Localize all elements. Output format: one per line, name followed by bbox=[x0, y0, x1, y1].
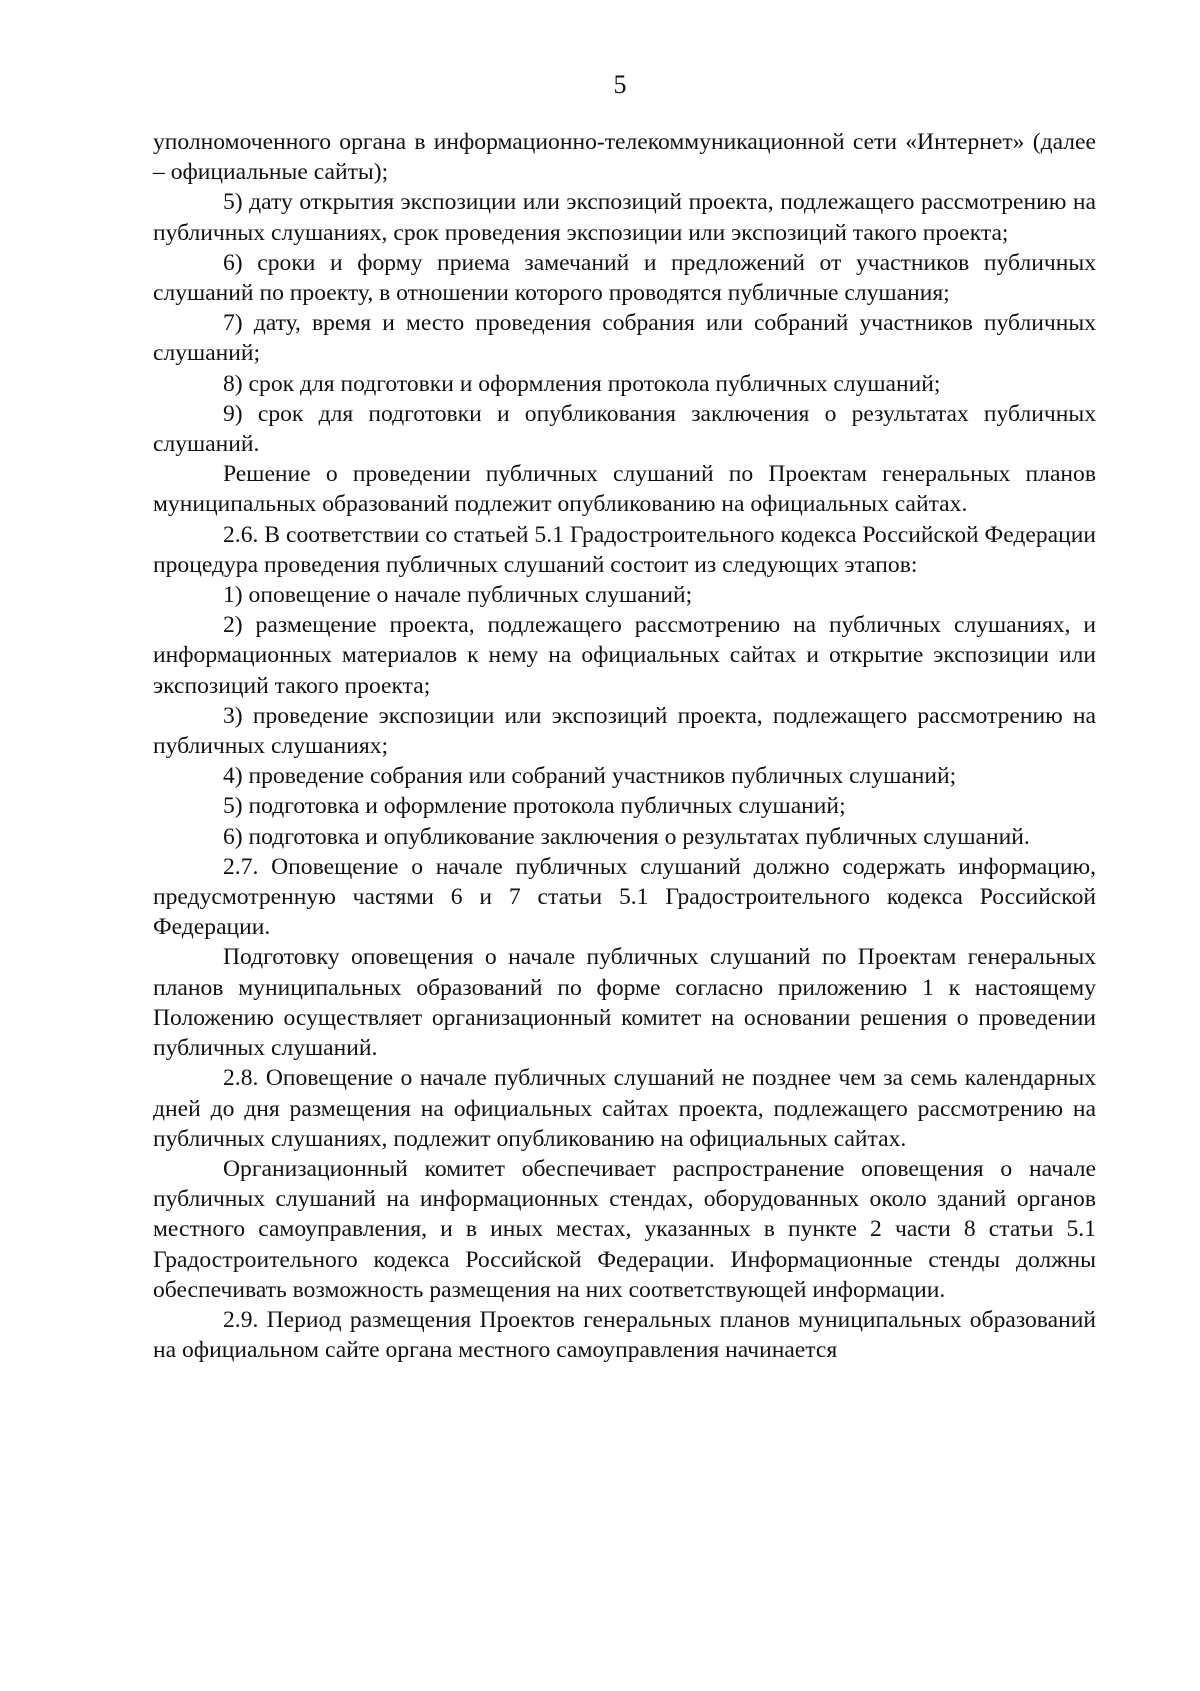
stage-item-2: 2) размещение проекта, подлежащего рассмотрению на публичных слушаниях, и информационных материалов к нему на официальных сайтах и открытие экспозиции или экспозиций такого проекта; bbox=[153, 612, 1096, 699]
list-item-6-comments-terms: 6) сроки и форму приема замечаний и предложений от участников публичных слушаний по проекту, в отношении которого проводятся публичные слушания; bbox=[153, 249, 1096, 307]
stage-item-3: 3) проведение экспозиции или экспозиций проекта, подлежащего рассмотрению на публичных слушаниях; bbox=[153, 702, 1096, 760]
clause-2-6: 2.6. В соответствии со статьей 5.1 Градостроительного кодекса Российской Федерации процедура проведения публичных слушаний состоит из следующих этапов: bbox=[153, 521, 1096, 578]
clause-2-8: 2.8. Оповещение о начале публичных слушаний не позднее чем за семь календарных дней до дня размещения на официальных сайтах проекта, подлежащего рассмотрению на публичных слушаниях, подлежит опубликованию на официальных сайтах. bbox=[153, 1065, 1096, 1152]
stage-item-1: 1) оповещение о начале публичных слушаний; bbox=[223, 582, 693, 609]
list-item-7-meeting-date: 7) дату, время и место проведения собрания или собраний участников публичных слушаний; bbox=[153, 310, 1096, 367]
document-body bbox=[153, 127, 1096, 1365]
stage-item-4: 4) проведение собрания или собраний участников публичных слушаний; bbox=[223, 763, 957, 790]
list-item-5-exposition-date: 5) дату открытия экспозиции или экспозиций проекта, подлежащего рассмотрению на публичных слушаниях, срок проведения экспозиции или экспозиций такого проекта; bbox=[153, 189, 1096, 246]
list-item-8-protocol-term: 8) срок для подготовки и оформления протокола публичных слушаний; bbox=[223, 370, 941, 397]
paragraph-continuation: уполномоченного органа в информационно-телекоммуникационной сети «Интернет» (далее – официальные сайты); bbox=[153, 129, 1096, 186]
paragraph-info-stands: Организационный комитет обеспечивает распространение оповещения о начале публичных слушаний на информационных стендах, оборудованных около зданий органов местного самоуправления, и в иных местах, указанных в пункте 2 части 8 статьи 5.1 Градостроительного кодекса Российской Федерации. Информационные стенды должны обеспечивать возможность размещения на них соответствующей информации. bbox=[153, 1155, 1096, 1303]
paragraph-decision-publication: Решение о проведении публичных слушаний по Проектам генеральных планов муниципальных образований подлежит опубликованию на официальных сайтах. bbox=[153, 461, 1096, 518]
stage-item-5: 5) подготовка и оформление протокола публичных слушаний; bbox=[223, 793, 846, 820]
stage-item-6: 6) подготовка и опубликование заключения о результатах публичных слушаний. bbox=[223, 823, 1030, 850]
list-item-9-conclusion-term: 9) срок для подготовки и опубликования заключения о результатах публичных слушаний. bbox=[153, 400, 1096, 458]
paragraph-notice-preparation: Подготовку оповещения о начале публичных слушаний по Проектам генеральных планов муниципальных образований по форме согласно приложению 1 к настоящему Положению осуществляет организационный комитет на основании решения о проведении публичных слушаний. bbox=[153, 944, 1096, 1062]
clause-2-7: 2.7. Оповещение о начале публичных слушаний должно содержать информацию, предусмотренную частями 6 и 7 статьи 5.1 Градостроительного кодекса Российской Федерации. bbox=[153, 853, 1096, 941]
page-number: 5 bbox=[613, 70, 627, 99]
clause-2-9: 2.9. Период размещения Проектов генеральных планов муниципальных образований на официальном сайте органа местного самоуправления начинается bbox=[153, 1306, 1096, 1364]
